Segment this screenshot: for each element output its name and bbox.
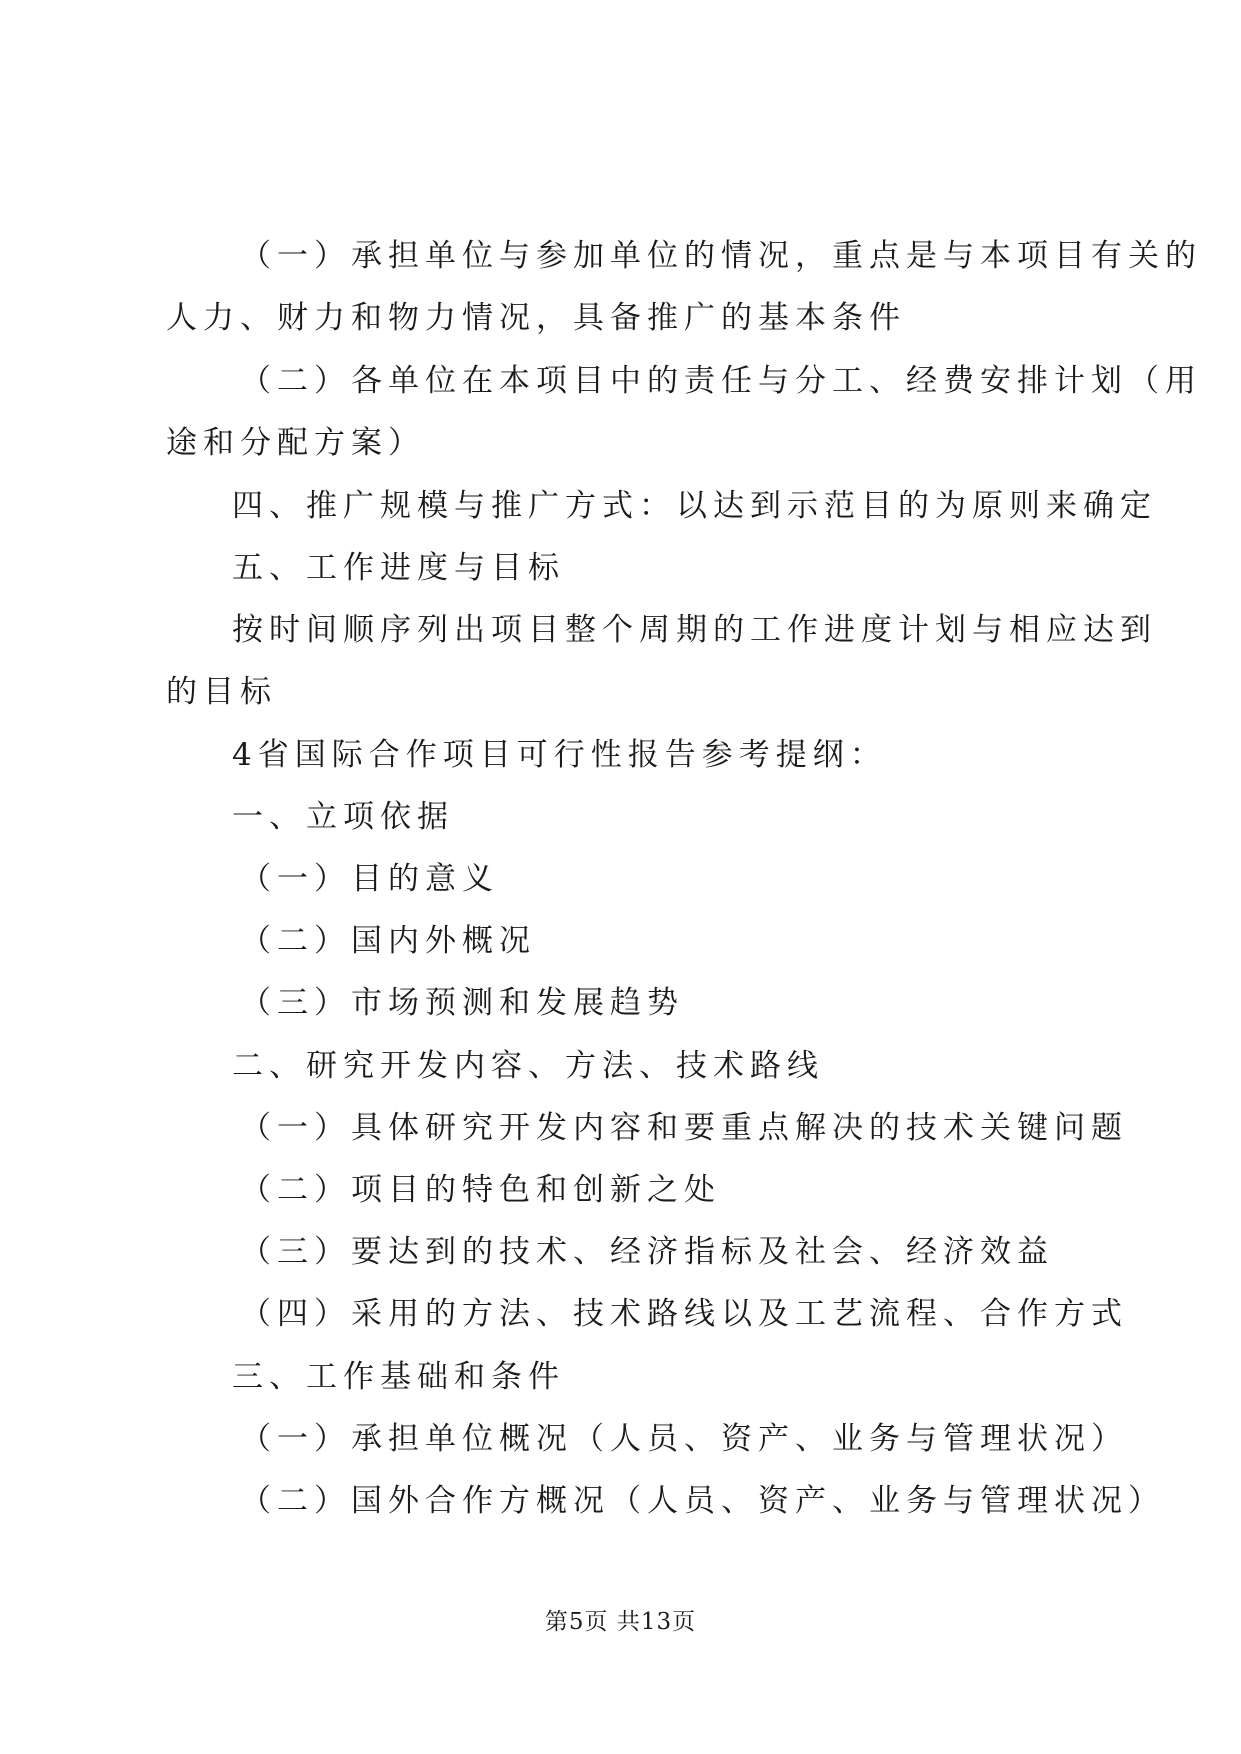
list-item: （二）国外合作方概况（人员、资产、业务与管理状况） xyxy=(240,1483,1165,1519)
list-item: （二）项目的特色和创新之处 xyxy=(240,1172,721,1208)
section-heading: 三、工作基础和条件 xyxy=(232,1359,565,1395)
paragraph-line: （二）各单位在本项目中的责任与分工、经费安排计划（用 xyxy=(240,363,1202,399)
paragraph-line: （一）承担单位与参加单位的情况，重点是与本项目有关的 xyxy=(240,238,1202,274)
page-number-footer: 第5页 共13页 xyxy=(544,1609,697,1635)
paragraph-line: 按时间顺序列出项目整个周期的工作进度计划与相应达到 xyxy=(232,612,1157,648)
list-item: （三）要达到的技术、经济指标及社会、经济效益 xyxy=(240,1234,1054,1270)
list-item: （一）承担单位概况（人员、资产、业务与管理状况） xyxy=(240,1421,1128,1457)
section-heading: 五、工作进度与目标 xyxy=(232,550,565,586)
list-item: （三）市场预测和发展趋势 xyxy=(240,985,684,1021)
section-heading: 四、推广规模与推广方式：以达到示范目的为原则来确定 xyxy=(232,488,1157,524)
list-item: （一）目的意义 xyxy=(240,861,499,897)
paragraph-line: 途和分配方案） xyxy=(166,425,425,461)
list-item: （四）采用的方法、技术路线以及工艺流程、合作方式 xyxy=(240,1296,1128,1332)
outline-title: 4省国际合作项目可行性报告参考提纲： xyxy=(232,737,887,773)
section-heading: 二、研究开发内容、方法、技术路线 xyxy=(232,1048,824,1084)
list-item: （二）国内外概况 xyxy=(240,923,536,959)
section-heading: 一、立项依据 xyxy=(232,799,454,835)
paragraph-line: 人力、财力和物力情况，具备推广的基本条件 xyxy=(166,300,906,336)
list-item: （一）具体研究开发内容和要重点解决的技术关键问题 xyxy=(240,1110,1128,1146)
paragraph-line: 的目标 xyxy=(166,674,277,710)
